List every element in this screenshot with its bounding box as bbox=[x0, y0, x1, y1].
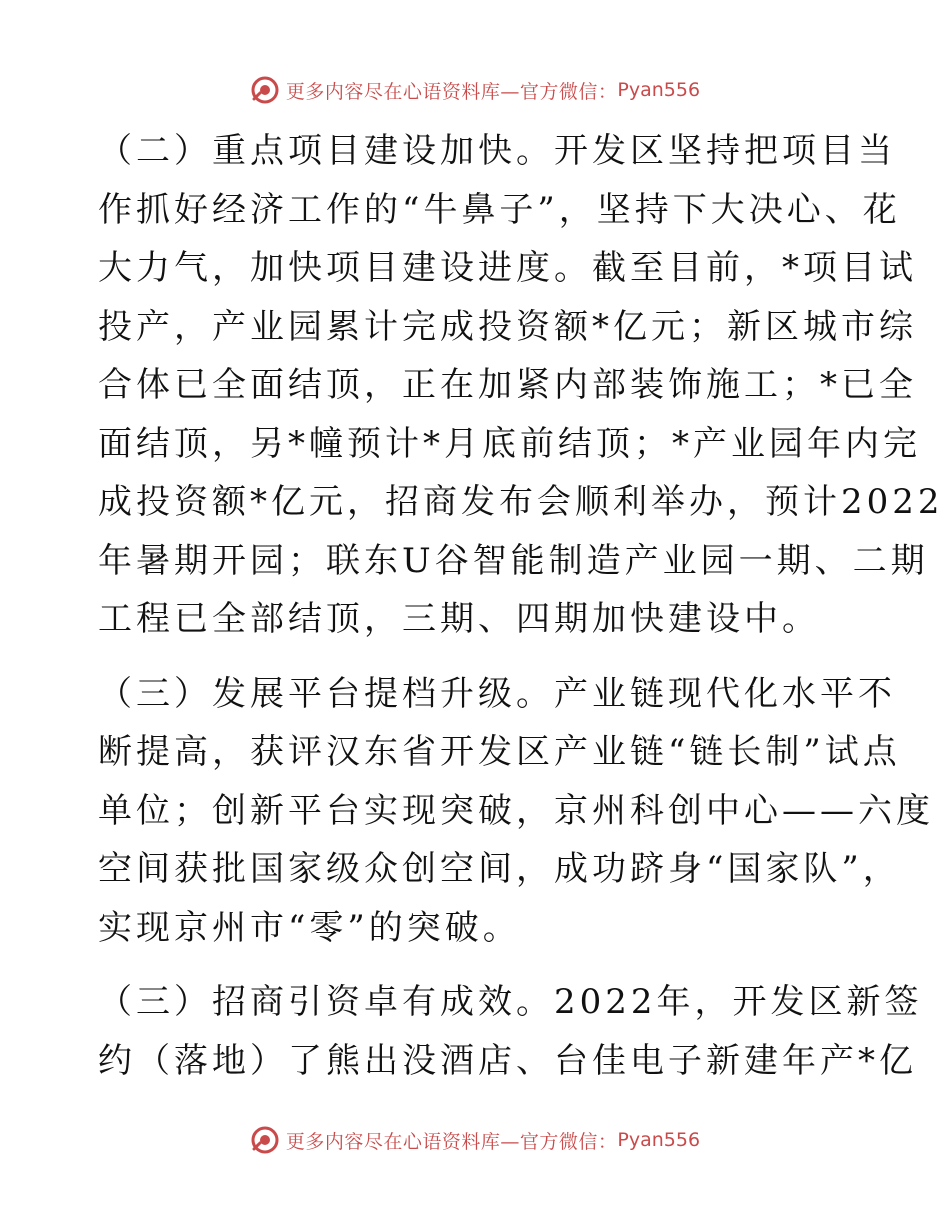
footer-banner-text: 更多内容尽在心语资料库—官方微信： bbox=[285, 1130, 618, 1153]
brand-logo-icon bbox=[250, 1125, 280, 1155]
footer-banner-wechat-id: Pyan556 bbox=[617, 1129, 701, 1151]
header-banner-text: 更多内容尽在心语资料库—官方微信： bbox=[285, 80, 618, 103]
text-line: 合体已全面结顶，正在加紧内部装饰施工；*已全 bbox=[98, 365, 917, 405]
text-line: 工程已全部结顶，三期、四期加快建设中。 bbox=[98, 599, 820, 639]
paragraph-key-projects bbox=[98, 122, 944, 649]
text-line: （三）发展平台提档升级。产业链现代化水平不 bbox=[98, 673, 896, 714]
text-line: 面结顶，另*幢预计*月底前结顶；*产业园年内完 bbox=[98, 423, 921, 464]
text-line: 大力气，加快项目建设进度。截至目前，*项目试 bbox=[98, 248, 917, 288]
text-line: 断提高，获评汉东省开发区产业链“链长制”试点 bbox=[98, 732, 901, 772]
text-line: 约（落地）了熊出没酒店、台佳电子新建年产*亿 bbox=[98, 1040, 917, 1081]
brand-logo-icon bbox=[250, 75, 280, 105]
text-line: （三）招商引资卓有成效。2022年，开发区新签 bbox=[98, 982, 923, 1022]
paragraph-investment bbox=[98, 973, 923, 1090]
text-line: 投产，产业园累计完成投资额*亿元；新区城市综 bbox=[98, 306, 917, 347]
text-line: 空间获批国家级众创空间，成功跻身“国家队”， bbox=[98, 849, 901, 889]
text-line: 年暑期开园；联东U谷智能制造产业园一期、二期 bbox=[98, 540, 929, 581]
text-line: 作抓好经济工作的“牛鼻子”，坚持下大决心、花 bbox=[98, 189, 901, 230]
text-line: 成投资额*亿元，招商发布会顺利举办，预计2022 bbox=[98, 482, 944, 522]
header-watermark bbox=[0, 72, 950, 108]
paragraph-platform-upgrade bbox=[98, 665, 934, 958]
text-line: （二）重点项目建设加快。开发区坚持把项目当 bbox=[98, 131, 896, 171]
header-banner-wechat-id: Pyan556 bbox=[617, 79, 701, 101]
footer-watermark bbox=[0, 1122, 950, 1158]
text-line: 实现京州市“零”的突破。 bbox=[98, 907, 521, 948]
document-body bbox=[98, 122, 944, 1106]
text-line: 单位；创新平台实现突破，京州科创中心——六度 bbox=[98, 790, 934, 831]
